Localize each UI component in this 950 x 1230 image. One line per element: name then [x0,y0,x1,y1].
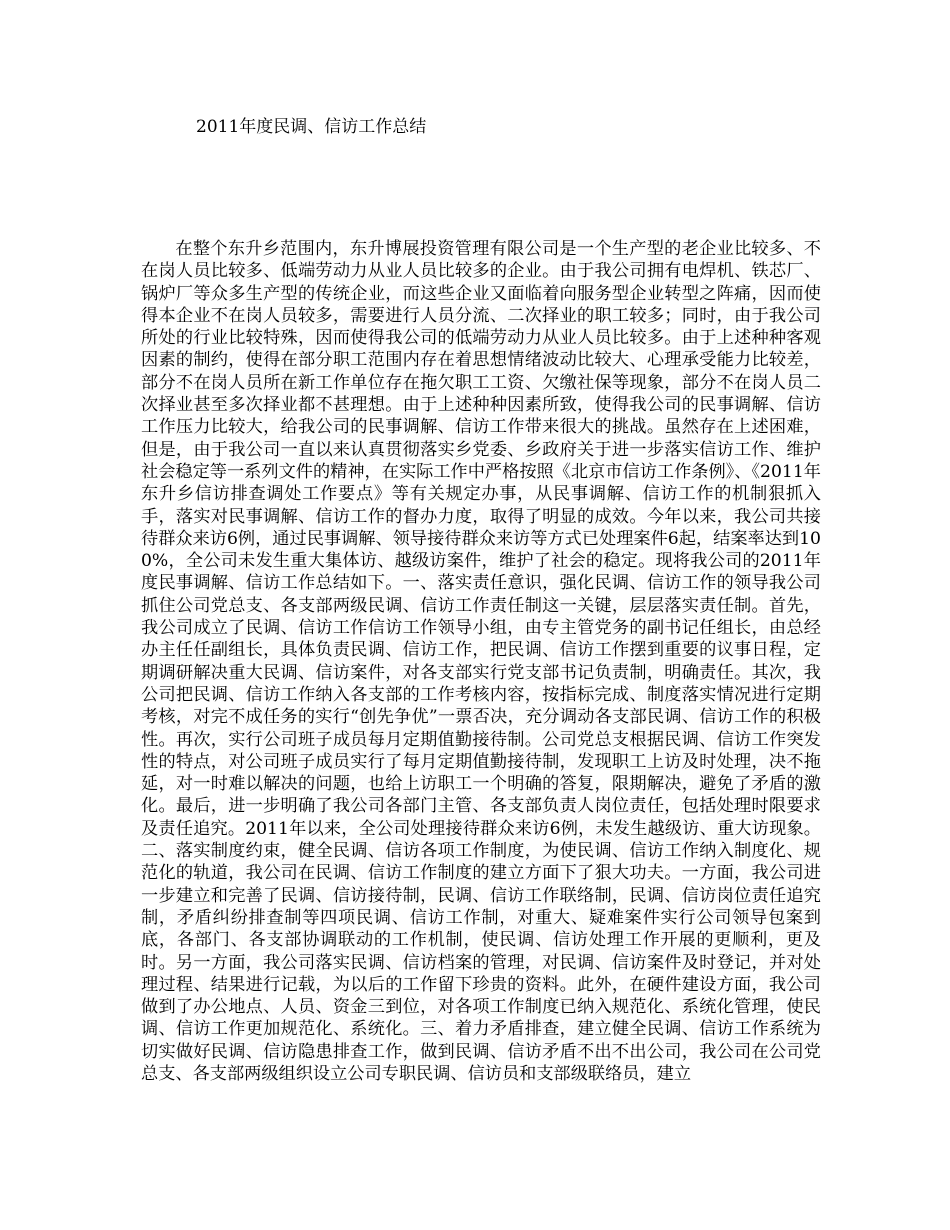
document-body-paragraph: 在整个东升乡范围内，东升博展投资管理有限公司是一个生产型的老企业比较多、不在岗人员比较多、低端劳动力从业人员比较多的企业。由于我公司拥有电焊机、铁芯厂、锅炉厂等众多生产型的传统企业，而这些企业又面临着向服务型企业转型之阵痛，因而使得本企业不在岗人员较多，需要进行人员分流、二次择业的职工较多；同时，由于我公司所处的行业比较特殊，因而使得我公司的低端劳动力从业人员比较多。由于上述种种客观因素的制约，使得在部分职工范围内存在着思想情绪波动比较大、心理承受能力比较差，部分不在岗人员所在新工作单位存在拖欠职工工资、欠缴社保等现象，部分不在岗人员二次择业甚至多次择业都不甚理想。由于上述种种因素所致，使得我公司的民事调解、信访工作压力比较大，给我公司的民事调解、信访工作带来很大的挑战。虽然存在上述困难，但是，由于我公司一直以来认真贯彻落实乡党委、乡政府关于进一步落实信访工作、维护社会稳定等一系列文件的精神，在实际工作中严格按照《北京市信访工作条例》、《2011年东升乡信访排查调处工作要点》等有关规定办事，从民事调解、信访工作的机制狠抓入手，落实对民事调解、信访工作的督办力度，取得了明显的成效。今年以来，我公司共接待群众来访6例，通过民事调解、领导接待群众来访等方式已处理案件6起，结案率达到100%，全公司未发生重大集体访、越级访案件，维护了社会的稳定。现将我公司的2011年度民事调解、信访工作总结如下。一、落实责任意识，强化民调、信访工作的领导我公司抓住公司党总支、各支部两级民调、信访工作责任制这一关键，层层落实责任制。首先，我公司成立了民调、信访工作信访工作领导小组，由专主管党务的副书记任组长，由总经办主任任副组长，具体负责民调、信访工作，把民调、信访工作摆到重要的议事日程，定期调研解决重大民调、信访案件，对各支部实行党支部书记负责制，明确责任。其次，我公司把民调、信访工作纳入各支部的工作考核内容，按指标完成、制度落实情况进行定期考核，对完不成任务的实行“创先争优”一票否决，充分调动各支部民调、信访工作的积极性。再次，实行公司班子成员每月定期值勤接待制。公司党总支根据民调、信访工作突发性的特点，对公司班子成员实行了每月定期值勤接待制，发现职工上访及时处理，决不拖延，对一时难以解决的问题，也给上访职工一个明确的答复，限期解决，避免了矛盾的激化。最后，进一步明确了我公司各部门主管、各支部负责人岗位责任，包括处理时限要求及责任追究。2011年以来，全公司处理接待群众来访6例，未发生越级访、重大访现象。二、落实制度约束，健全民调、信访各项工作制度，为使民调、信访工作纳入制度化、规范化的轨道，我公司在民调、信访工作制度的建立方面下了狠大功夫。一方面，我公司进一步建立和完善了民调、信访接待制，民调、信访工作联络制，民调、信访岗位责任追究制，矛盾纠纷排查制等四项民调、信访工作制，对重大、疑难案件实行公司领导包案到底，各部门、各支部协调联动的工作机制，使民调、信访处理工作开展的更顺利，更及时。另一方面，我公司落实民调、信访档案的管理，对民调、信访案件及时登记，并对处理过程、结果进行记载，为以后的工作留下珍贵的资料。此外，在硬件建设方面，我公司做到了办公地点、人员、资金三到位，对各项工作制度已纳入规范化、系统化管理，使民调、信访工作更加规范化、系统化。三、着力矛盾排查，建立健全民调、信访工作系统为切实做好民调、信访隐患排查工作，做到民调、信访矛盾不出不出公司，我公司在公司党总支、各支部两级组织设立公司专职民调、信访员和支部级联络员，建立 [141,239,821,1084]
document-title: 2011年度民调、信访工作总结 [196,117,427,137]
